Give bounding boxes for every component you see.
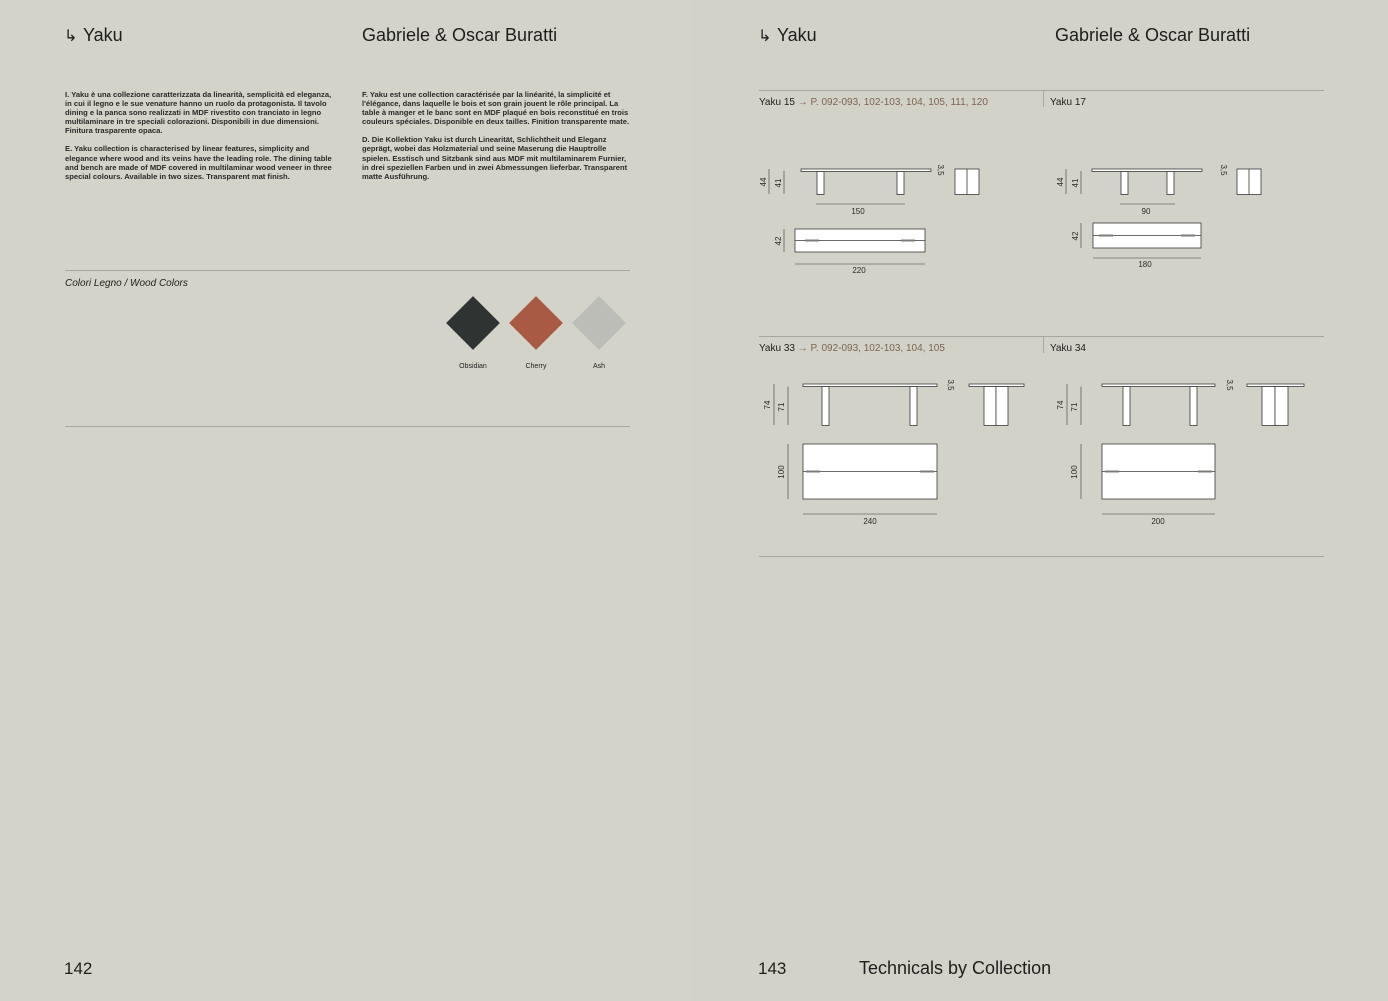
dim-length: 200 bbox=[1151, 517, 1165, 526]
swatch-label: Obsidian bbox=[459, 363, 487, 370]
dim-seat-height: 41 bbox=[774, 178, 783, 188]
drawing-yaku-15 bbox=[754, 158, 994, 283]
page-number: 142 bbox=[64, 959, 93, 978]
dim-seat-height: 71 bbox=[777, 402, 786, 412]
model-label-yaku-17: Yaku 17 bbox=[1050, 97, 1086, 108]
dim-leg-span: 90 bbox=[1141, 207, 1151, 216]
swatch-cherry bbox=[509, 296, 563, 350]
divider bbox=[759, 556, 1324, 557]
page-references: → P. 092-093, 102-103, 104, 105 bbox=[797, 343, 945, 354]
swatch-label: Cherry bbox=[525, 363, 547, 370]
dim-seat-height: 41 bbox=[1071, 178, 1080, 188]
dim-height: 74 bbox=[1056, 400, 1065, 410]
model-label-yaku-34: Yaku 34 bbox=[1050, 343, 1086, 354]
column-divider bbox=[1043, 90, 1044, 107]
dim-height: 74 bbox=[763, 400, 772, 410]
model-label-yaku-33: Yaku 33 → P. 092-093, 102-103, 104, 105 bbox=[759, 343, 945, 354]
description-en: E. Yaku collection is characterised by linear features, simplicity and elegance where wood and its veins have the leading role. The dining table and bench are made of MDF covered in multilaminar wood veneer in three special colours. Available in two sizes. Transparent mat finish. bbox=[65, 144, 332, 181]
dim-height: 44 bbox=[1056, 177, 1065, 187]
dim-height: 44 bbox=[759, 177, 768, 187]
divider bbox=[759, 336, 1324, 337]
description-column-2 bbox=[362, 90, 630, 190]
dim-depth: 100 bbox=[777, 465, 786, 479]
wood-colors-label: Colori Legno / Wood Colors bbox=[65, 278, 188, 289]
dim-top-thickness: 3,5 bbox=[936, 164, 945, 176]
dim-top-thickness: 3,5 bbox=[1225, 379, 1234, 391]
dim-leg-span: 150 bbox=[851, 207, 865, 216]
dim-seat-height: 71 bbox=[1070, 402, 1079, 412]
column-divider bbox=[1043, 336, 1044, 353]
dim-depth: 100 bbox=[1070, 465, 1079, 479]
swatch-ash bbox=[572, 296, 626, 350]
corner-arrow-icon: ↳ bbox=[64, 28, 78, 45]
right-page bbox=[694, 0, 1388, 1001]
divider bbox=[759, 90, 1324, 91]
swatch-label: Ash bbox=[592, 363, 606, 370]
designer-name: Gabriele & Oscar Buratti bbox=[362, 25, 558, 45]
designer-name: Gabriele & Oscar Buratti bbox=[1055, 25, 1251, 45]
dim-top-thickness: 3,5 bbox=[1219, 164, 1228, 176]
drawing-yaku-34 bbox=[1049, 374, 1329, 534]
section-title: ↳ Yaku bbox=[64, 24, 123, 48]
description-it: I. Yaku è una collezione caratterizzata da linearità, semplicità ed eleganza, in cui il legno e le sue venature hanno un ruolo da protagonista. Il tavolo dining e la panca sono realizzati in MDF rivestito con tranciato in legno multilaminare in tre speciali colorazioni. Disponibili in due dimensioni. Finitura trasparente opaca. bbox=[65, 90, 332, 136]
drawing-yaku-33 bbox=[754, 374, 1034, 534]
dim-length: 240 bbox=[863, 517, 877, 526]
divider bbox=[65, 426, 630, 427]
page-references: → P. 092-093, 102-103, 104, 105, 111, 120 bbox=[797, 97, 988, 108]
drawing-yaku-17 bbox=[1049, 158, 1289, 283]
footer-section-title: Technicals by Collection bbox=[859, 958, 1052, 978]
dim-depth: 42 bbox=[1071, 231, 1080, 241]
model-label-yaku-15: Yaku 15 → P. 092-093, 102-103, 104, 105, 111, 120 bbox=[759, 97, 988, 108]
swatch-group bbox=[446, 296, 636, 376]
corner-arrow-icon: ↳ bbox=[758, 28, 772, 45]
dim-top-thickness: 3,5 bbox=[946, 379, 955, 391]
dim-length: 220 bbox=[852, 266, 866, 275]
page-number: 143 bbox=[758, 959, 787, 978]
swatch-obsidian bbox=[446, 296, 500, 350]
description-column-1 bbox=[65, 90, 333, 190]
divider bbox=[65, 270, 630, 271]
dim-depth: 42 bbox=[774, 236, 783, 246]
description-de: D. Die Kollektion Yaku ist durch Linearität, Schlichtheit und Eleganz geprägt, wobei das Holzmaterial und seine Maserung die Hauptrolle spielen. Esstisch und Sitzbank sind aus MDF mit multilaminarem Furnier, in drei speziellen Farben und in zwei Abmessungen lieferbar. Transparent matte Ausführung. bbox=[362, 135, 628, 181]
dim-length: 180 bbox=[1138, 260, 1152, 269]
description-fr: F. Yaku est une collection caractérisée par la linéarité, la simplicité et l'élégance, dans laquelle le bois et son grain jouent le rôle principal. La table à manger et le banc sont en MDF plaqué en bois reconstitué en trois couleurs spéciales. Disponible en deux tailles. Finition transparente mate. bbox=[362, 90, 630, 127]
section-title: ↳ Yaku bbox=[758, 24, 817, 48]
